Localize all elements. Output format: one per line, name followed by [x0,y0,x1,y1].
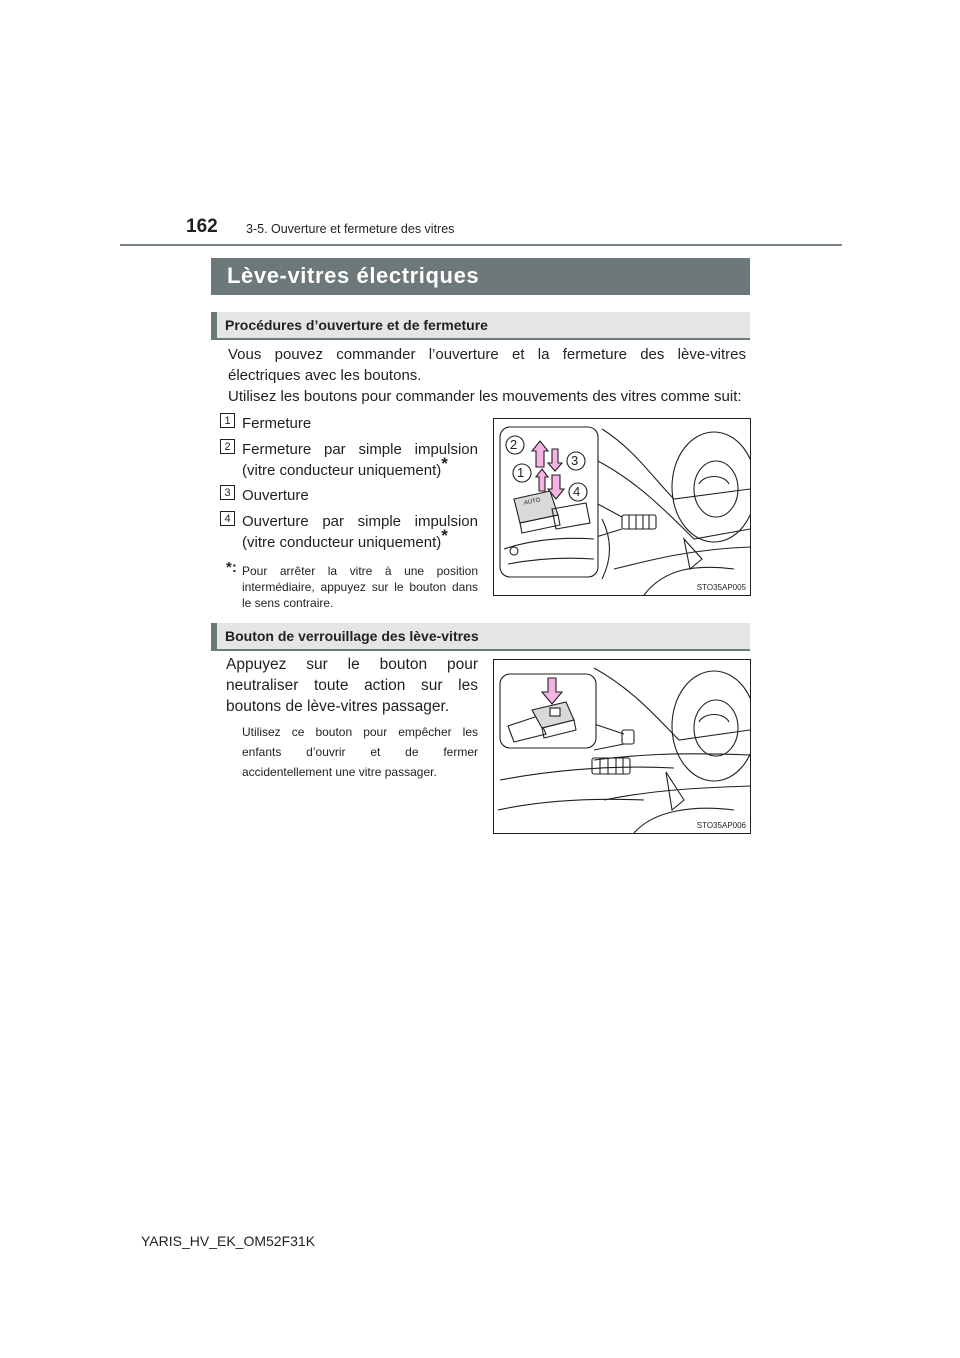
auto-switch-label: AUTO [523,497,542,507]
figure-window-switches [493,418,751,596]
item-number-3: 3 [220,485,235,500]
intro-paragraph: Vous pouvez commander l’ouverture et la fermeture des lève-vitres électriques avec les boutons. [228,346,746,384]
item-text-1: Fermeture [242,415,312,432]
header-rule [120,244,842,246]
subheading-marker [211,623,217,651]
page-title: Lève-vitres électriques [227,263,480,288]
item-number-1: 1 [220,413,235,428]
footer-code: YARIS_HV_EK_OM52F31K [141,1233,316,1249]
item-text-2-label: Fermeture par simple impulsion (vitre conducteur uniquement) [242,441,478,479]
figure-lock-switch [493,659,751,834]
item-number-2: 2 [220,439,235,454]
footnote-text: Pour arrêter la vitre à une position intermédiaire, appuyez sur le bouton dans le sens contraire. [242,564,478,610]
item-text-4-label: Ouverture par simple impulsion (vitre conducteur uniquement) [242,513,478,551]
figure-label-1: 1 [517,465,525,480]
asterisk-mark: * [441,454,448,473]
item-text-3: Ouverture [242,487,309,504]
title-bar [211,258,750,295]
figure-label-4: 4 [573,484,581,499]
figure-label-2: 2 [510,437,518,452]
intro-paragraph-2: Utilisez les boutons pour commander les mouvements des vitres comme suit: [228,388,742,405]
subheading-bar-lock [211,623,750,651]
figure-label-3: 3 [571,453,579,468]
item-text-4 [242,511,478,553]
subheading-lock: Bouton de verrouillage des lève-vitres [225,628,479,644]
figure-code: STO35AP005 [696,583,746,592]
item-text-2 [242,439,478,481]
subheading-procedures: Procédures d’ouverture et de fermeture [225,317,488,333]
lock-note: Utilisez ce bouton pour empêcher les enfants d’ouvrir et de fermer accidentellement une vitre passager. [242,725,478,779]
page-number: 162 [186,216,218,237]
figure-code: STO35AP006 [696,821,746,830]
footnote-marker: *: [226,559,237,576]
asterisk-mark: * [441,526,448,545]
section-title: 3-5. Ouverture et fermeture des vitres [246,222,455,236]
subheading-marker [211,312,217,340]
item-number-4: 4 [220,511,235,526]
subheading-bar-procedures [211,312,750,340]
lock-paragraph: Appuyez sur le bouton pour neutraliser toute action sur les boutons de lève-vitres passager. [226,656,478,715]
